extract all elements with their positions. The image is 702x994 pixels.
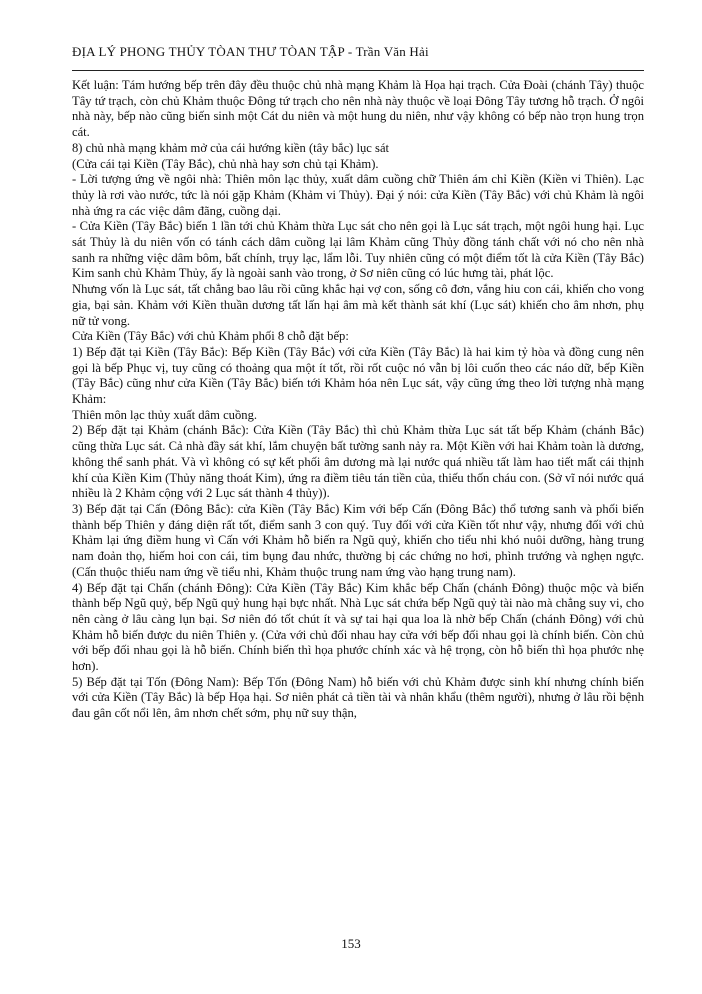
paragraph-conclusion: Kết luận: Tám hướng bếp trên đây đều thuộc chủ nhà mạng Khảm là Họa hại trạch. Cửa Đoài (chánh Tây) thuộc Tây tứ trạch, còn chủ Khảm thuộc Đông tứ trạch cho nên nhà này thuộc về loại Đông Tây tương hỗ trạch. Ở ngôi nhà này, bếp nào cũng biến sinh một Cát du niên và một hung du niên, như vậy không có bếp nào trọn hung trọn cát.	[72, 78, 644, 140]
list-item-1: 1) Bếp đặt tại Kiền (Tây Bắc): Bếp Kiền (Tây Bắc) với cửa Kiền (Tây Bắc) là hai kim tỷ hòa và đồng cung nên gọi là bếp Phục vị, tuy cũng có thoảng qua một ít tốt, rồi rốt cuộc nó vẫn bị lôi cuốn theo các náo dữ, bếp Kiền (Tây Bắc) cũng như cửa Kiền (Tây Bắc) biến tới Khảm hóa nên Lục sát, vậy cũng ứng theo lời tượng nhà mạng Khảm:	[72, 344, 644, 407]
page-number: 153	[341, 936, 361, 951]
section-heading-8: 8) chủ nhà mạng khảm mở của cái hướng kiền (tây bắc) lục sát	[72, 140, 390, 155]
paragraph-eight-stoves: Cửa Kiền (Tây Bắc) với chủ Khảm phối 8 chỗ đặt bếp:	[72, 329, 349, 344]
paragraph-omen: - Lời tượng ứng về ngôi nhà: Thiên môn lạc thủy, xuất dâm cuồng chữ Thiên ám chỉ Kiền (Kiền vi Thiên). Lạc thủy là rơi vào nước, tức là nói gặp Khảm (Khảm vi Thủy). Đại ý nói: cửa Kiền (Tây Bắc) với chủ Khảm là ngôi nhà ứng ra các việc dâm đãng, cuồng dại.	[72, 172, 644, 218]
section-subtitle: (Cửa cái tại Kiền (Tây Bắc), chủ nhà hay sơn chủ tại Khảm).	[72, 156, 379, 171]
paragraph-consequence: Nhưng vốn là Lục sát, tất chẳng bao lâu rồi cũng khắc hại vợ con, sống cô đơn, vắng hiu con cái, khiến cho vong gia, bại sản. Khảm với Kiền thuần dương tất lấn hại âm mà kết thành sát khí (Lục sát) khiến cho âm nhơn, phụ nữ tử vong.	[72, 282, 644, 328]
list-item-5: 5) Bếp đặt tại Tốn (Đông Nam): Bếp Tốn (Đông Nam) hỗ biến với chủ Khảm được sinh khí nhưng chính biến với cửa Kiền (Tây Bắc) là bếp Họa hại. Sơ niên phát cả tiền tài và nhân khẩu (thêm người), nhưng ở lâu rồi bệnh đau gân cốt nổi lên, âm nhơn chết sớm, phụ nữ suy thận,	[72, 674, 644, 721]
header-divider	[72, 70, 644, 71]
list-item-3: 3) Bếp đặt tại Cấn (Đông Bắc): cửa Kiền (Tây Bắc) Kim với bếp Cấn (Đông Bắc) thổ tương sanh và phối biến thành bếp Thiên y đáng diện rất tốt, điểm sanh 3 con quý. Tuy đối với cửa Kiền tốt như vậy, nhưng đối với chủ Khảm lại ứng điềm hung vì Cấn với Khảm hỗ biến ra Ngũ quỷ, khiến cho tiểu nhi khó nuôi dưỡng, hàng trung nam đoản thọ, hiếm hoi con cái, tim bụng đau nhức, thường bị các chứng no hơi, phình trướng và nghẹn ngực. (Cấn thuộc thiếu nam ứng về tiểu nhi, Khảm thuộc trung nam ứng vào hạng trung nam).	[72, 501, 644, 579]
list-item-2: 2) Bếp đặt tại Khảm (chánh Bắc): Cửa Kiền (Tây Bắc) thì chủ Khảm thừa Lục sát tất bếp Khảm (chánh Bắc) cũng thừa Lục sát. Cả nhà đầy sát khí, lắm chuyện bất tường sanh nảy ra. Một Kiền với hai Khảm toàn là dương, không thể sanh phát. Và vì không có sự kết phối âm dương mà lại nước quá nhiều tất làm hao tiết mất cái thịnh khí của Kiền Kim (Thủy năng thoát Kim), ứng ra điềm tiêu tán tiền của, thiếu thốn cháu con. (Sở vĩ nói nước quá nhiều là 2 Khảm cộng với 2 Lục sát thành 4 thủy)).	[72, 423, 644, 501]
quote-line: Thiên môn lạc thủy xuất dâm cuồng.	[72, 407, 258, 422]
body-text	[72, 78, 644, 722]
list-item-4: 4) Bếp đặt tại Chấn (chánh Đông): Cửa Kiền (Tây Bắc) Kim khắc bếp Chấn (chánh Đông) thuộc mộc và biến thành bếp Ngũ quỷ, bếp Ngũ quỷ hung hại bực nhất. Nhà Lục sát chứa bếp Ngũ quỷ tài nào mà chẳng suy vi, cho nên càng ở lâu càng lụn bại. Sơ niên đó tốt chút ít và sự tai hại qua loa là nhờ bếp Chấn (chánh Đông) với chủ Khảm hỗ biến được du niên Thiên y. (Cửa với chủ đối nhau hay cửa với bếp đối nhau gọi là chính biến. Còn chủ với bếp đối nhau gọi là hỗ biến. Chính biến thì họa phước chính xác và hệ trọng, còn hỗ biến thì họa phước nhẹ hơn).	[72, 580, 644, 674]
paragraph-luc-sat: - Cửa Kiền (Tây Bắc) biến 1 lần tới chủ Khảm thừa Lục sát cho nên gọi là Lục sát trạch, một ngôi hung hại. Lục sát Thủy là du niên vốn có tánh cách dâm cuồng lại lâm Khảm cũng Thủy đồng tánh chất với nó cho nên nhà sanh ra những việc dâm bôm, bất chính, trụy lạc, lẩm lỗi. Tuy nhiên cũng có một điểm tốt là cửa Kiền (Tây Bắc) Kim sanh chủ Khảm Thủy, ấy là ngoài sanh vào trong, ở Sơ niên cũng có lúc hưng tài, phát lộc.	[72, 219, 644, 281]
running-header: ĐỊA LÝ PHONG THỦY TÒAN THƯ TÒAN TẬP - Trần Văn Hải	[72, 44, 429, 59]
